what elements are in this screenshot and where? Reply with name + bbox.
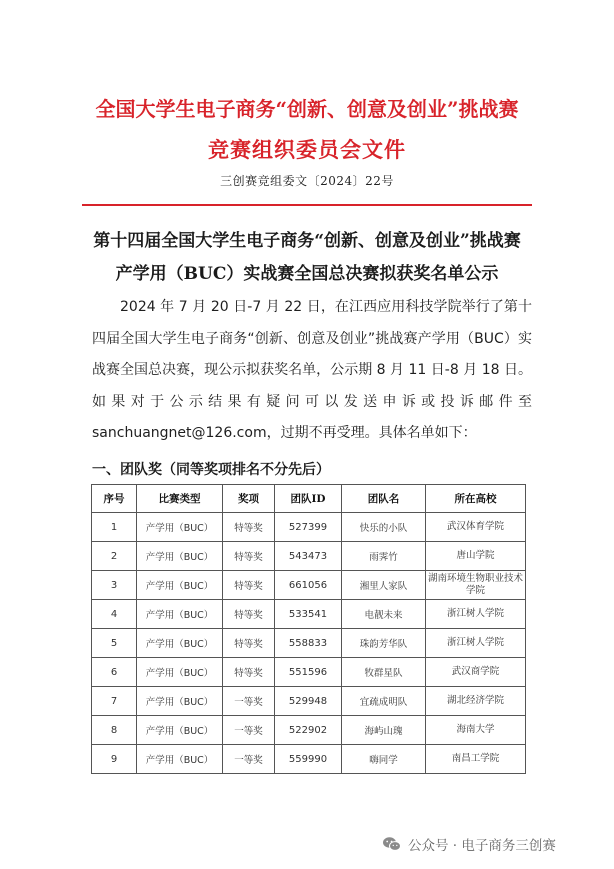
row-school: 海南大学 bbox=[426, 716, 526, 745]
header-divider bbox=[82, 204, 532, 206]
table-row bbox=[92, 600, 526, 629]
notice-body: 2024 年 7 月 20 日-7 月 22 日，在江西应用科技学院举行了第十四届全国大学生电子商务“创新、创意及创业”挑战赛产学用（BUC）实战赛全国总决赛，现公示拟获奖名单，公示期 8 月 11 日-8 月 18 日。如果对于公示结果有疑问可以发送申诉或投诉邮件至 sanchuangnet@126.com，过期不再受理。具体名单如下： bbox=[92, 299, 532, 441]
row-award: 特等奖 bbox=[223, 629, 275, 658]
row-team-id: 551596 bbox=[275, 658, 342, 687]
row-school: 浙江树人学院 bbox=[426, 600, 526, 629]
row-competition-type: 产学用（BUC） bbox=[137, 571, 223, 600]
row-team-name: 雨霁竹 bbox=[342, 542, 426, 571]
watermark bbox=[382, 834, 556, 854]
row-team-name: 电靓未来 bbox=[342, 600, 426, 629]
row-index: 6 bbox=[92, 658, 137, 687]
document-title-line1: 全国大学生电子商务“创新、创意及创业”挑战赛 bbox=[95, 97, 519, 121]
header-award: 奖项 bbox=[223, 485, 275, 513]
row-team-name: 嗨同学 bbox=[342, 745, 426, 774]
row-index: 3 bbox=[92, 571, 137, 600]
row-competition-type: 产学用（BUC） bbox=[137, 629, 223, 658]
row-school: 湖北经济学院 bbox=[426, 687, 526, 716]
row-index: 7 bbox=[92, 687, 137, 716]
row-index: 8 bbox=[92, 716, 137, 745]
row-school: 武汉体育学院 bbox=[426, 513, 526, 542]
row-competition-type: 产学用（BUC） bbox=[137, 542, 223, 571]
row-team-id: 661056 bbox=[275, 571, 342, 600]
row-competition-type: 产学用（BUC） bbox=[137, 600, 223, 629]
row-award: 一等奖 bbox=[223, 716, 275, 745]
header-index: 序号 bbox=[92, 485, 137, 513]
table-row bbox=[92, 687, 526, 716]
table-row bbox=[92, 745, 526, 774]
row-team-id: 529948 bbox=[275, 687, 342, 716]
row-competition-type: 产学用（BUC） bbox=[137, 687, 223, 716]
row-competition-type: 产学用（BUC） bbox=[137, 716, 223, 745]
row-award: 一等奖 bbox=[223, 687, 275, 716]
award-table bbox=[91, 484, 526, 774]
row-school: 唐山学院 bbox=[426, 542, 526, 571]
document-title-line2: 竞赛组织委员会文件 bbox=[208, 137, 406, 162]
row-award: 特等奖 bbox=[223, 658, 275, 687]
table-row bbox=[92, 542, 526, 571]
row-team-name: 海屿山瑰 bbox=[342, 716, 426, 745]
row-competition-type: 产学用（BUC） bbox=[137, 745, 223, 774]
table-row bbox=[92, 513, 526, 542]
row-award: 特等奖 bbox=[223, 600, 275, 629]
table-row bbox=[92, 629, 526, 658]
row-team-name: 牧群星队 bbox=[342, 658, 426, 687]
row-index: 4 bbox=[92, 600, 137, 629]
row-award: 特等奖 bbox=[223, 542, 275, 571]
row-team-id: 559990 bbox=[275, 745, 342, 774]
row-school: 湖南环境生物职业技术学院 bbox=[426, 571, 526, 600]
header-team-id: 团队ID bbox=[275, 485, 342, 513]
row-competition-type: 产学用（BUC） bbox=[137, 513, 223, 542]
row-award: 特等奖 bbox=[223, 571, 275, 600]
row-index: 1 bbox=[92, 513, 137, 542]
header-team-name: 团队名 bbox=[342, 485, 426, 513]
row-team-name: 宜疏成明队 bbox=[342, 687, 426, 716]
row-index: 9 bbox=[92, 745, 137, 774]
row-school: 南昌工学院 bbox=[426, 745, 526, 774]
table-row bbox=[92, 658, 526, 687]
header-school: 所在高校 bbox=[426, 485, 526, 513]
row-team-id: 543473 bbox=[275, 542, 342, 571]
section-title: 一、团队奖（同等奖项排名不分先后） bbox=[92, 462, 330, 478]
row-competition-type: 产学用（BUC） bbox=[137, 658, 223, 687]
row-team-id: 522902 bbox=[275, 716, 342, 745]
table-header-row bbox=[92, 485, 526, 513]
row-index: 5 bbox=[92, 629, 137, 658]
document-number: 三创赛竞组委文〔2024〕22号 bbox=[220, 174, 394, 188]
row-index: 2 bbox=[92, 542, 137, 571]
row-team-name: 湘里人家队 bbox=[342, 571, 426, 600]
row-team-name: 快乐的小队 bbox=[342, 513, 426, 542]
table-row bbox=[92, 571, 526, 600]
row-team-id: 558833 bbox=[275, 629, 342, 658]
notice-heading-line1: 第十四届全国大学生电子商务“创新、创意及创业”挑战赛 bbox=[93, 231, 521, 251]
row-team-id: 527399 bbox=[275, 513, 342, 542]
row-school: 浙江树人学院 bbox=[426, 629, 526, 658]
watermark-text: 公众号 · 电子商务三创赛 bbox=[408, 838, 556, 854]
notice-heading-line2: 产学用（BUC）实战赛全国总决赛拟获奖名单公示 bbox=[115, 264, 499, 284]
wechat-icon bbox=[382, 836, 402, 852]
row-team-name: 珠韵芳华队 bbox=[342, 629, 426, 658]
table-row bbox=[92, 716, 526, 745]
row-team-id: 533541 bbox=[275, 600, 342, 629]
row-award: 一等奖 bbox=[223, 745, 275, 774]
row-award: 特等奖 bbox=[223, 513, 275, 542]
header-competition-type: 比赛类型 bbox=[137, 485, 223, 513]
row-school: 武汉商学院 bbox=[426, 658, 526, 687]
